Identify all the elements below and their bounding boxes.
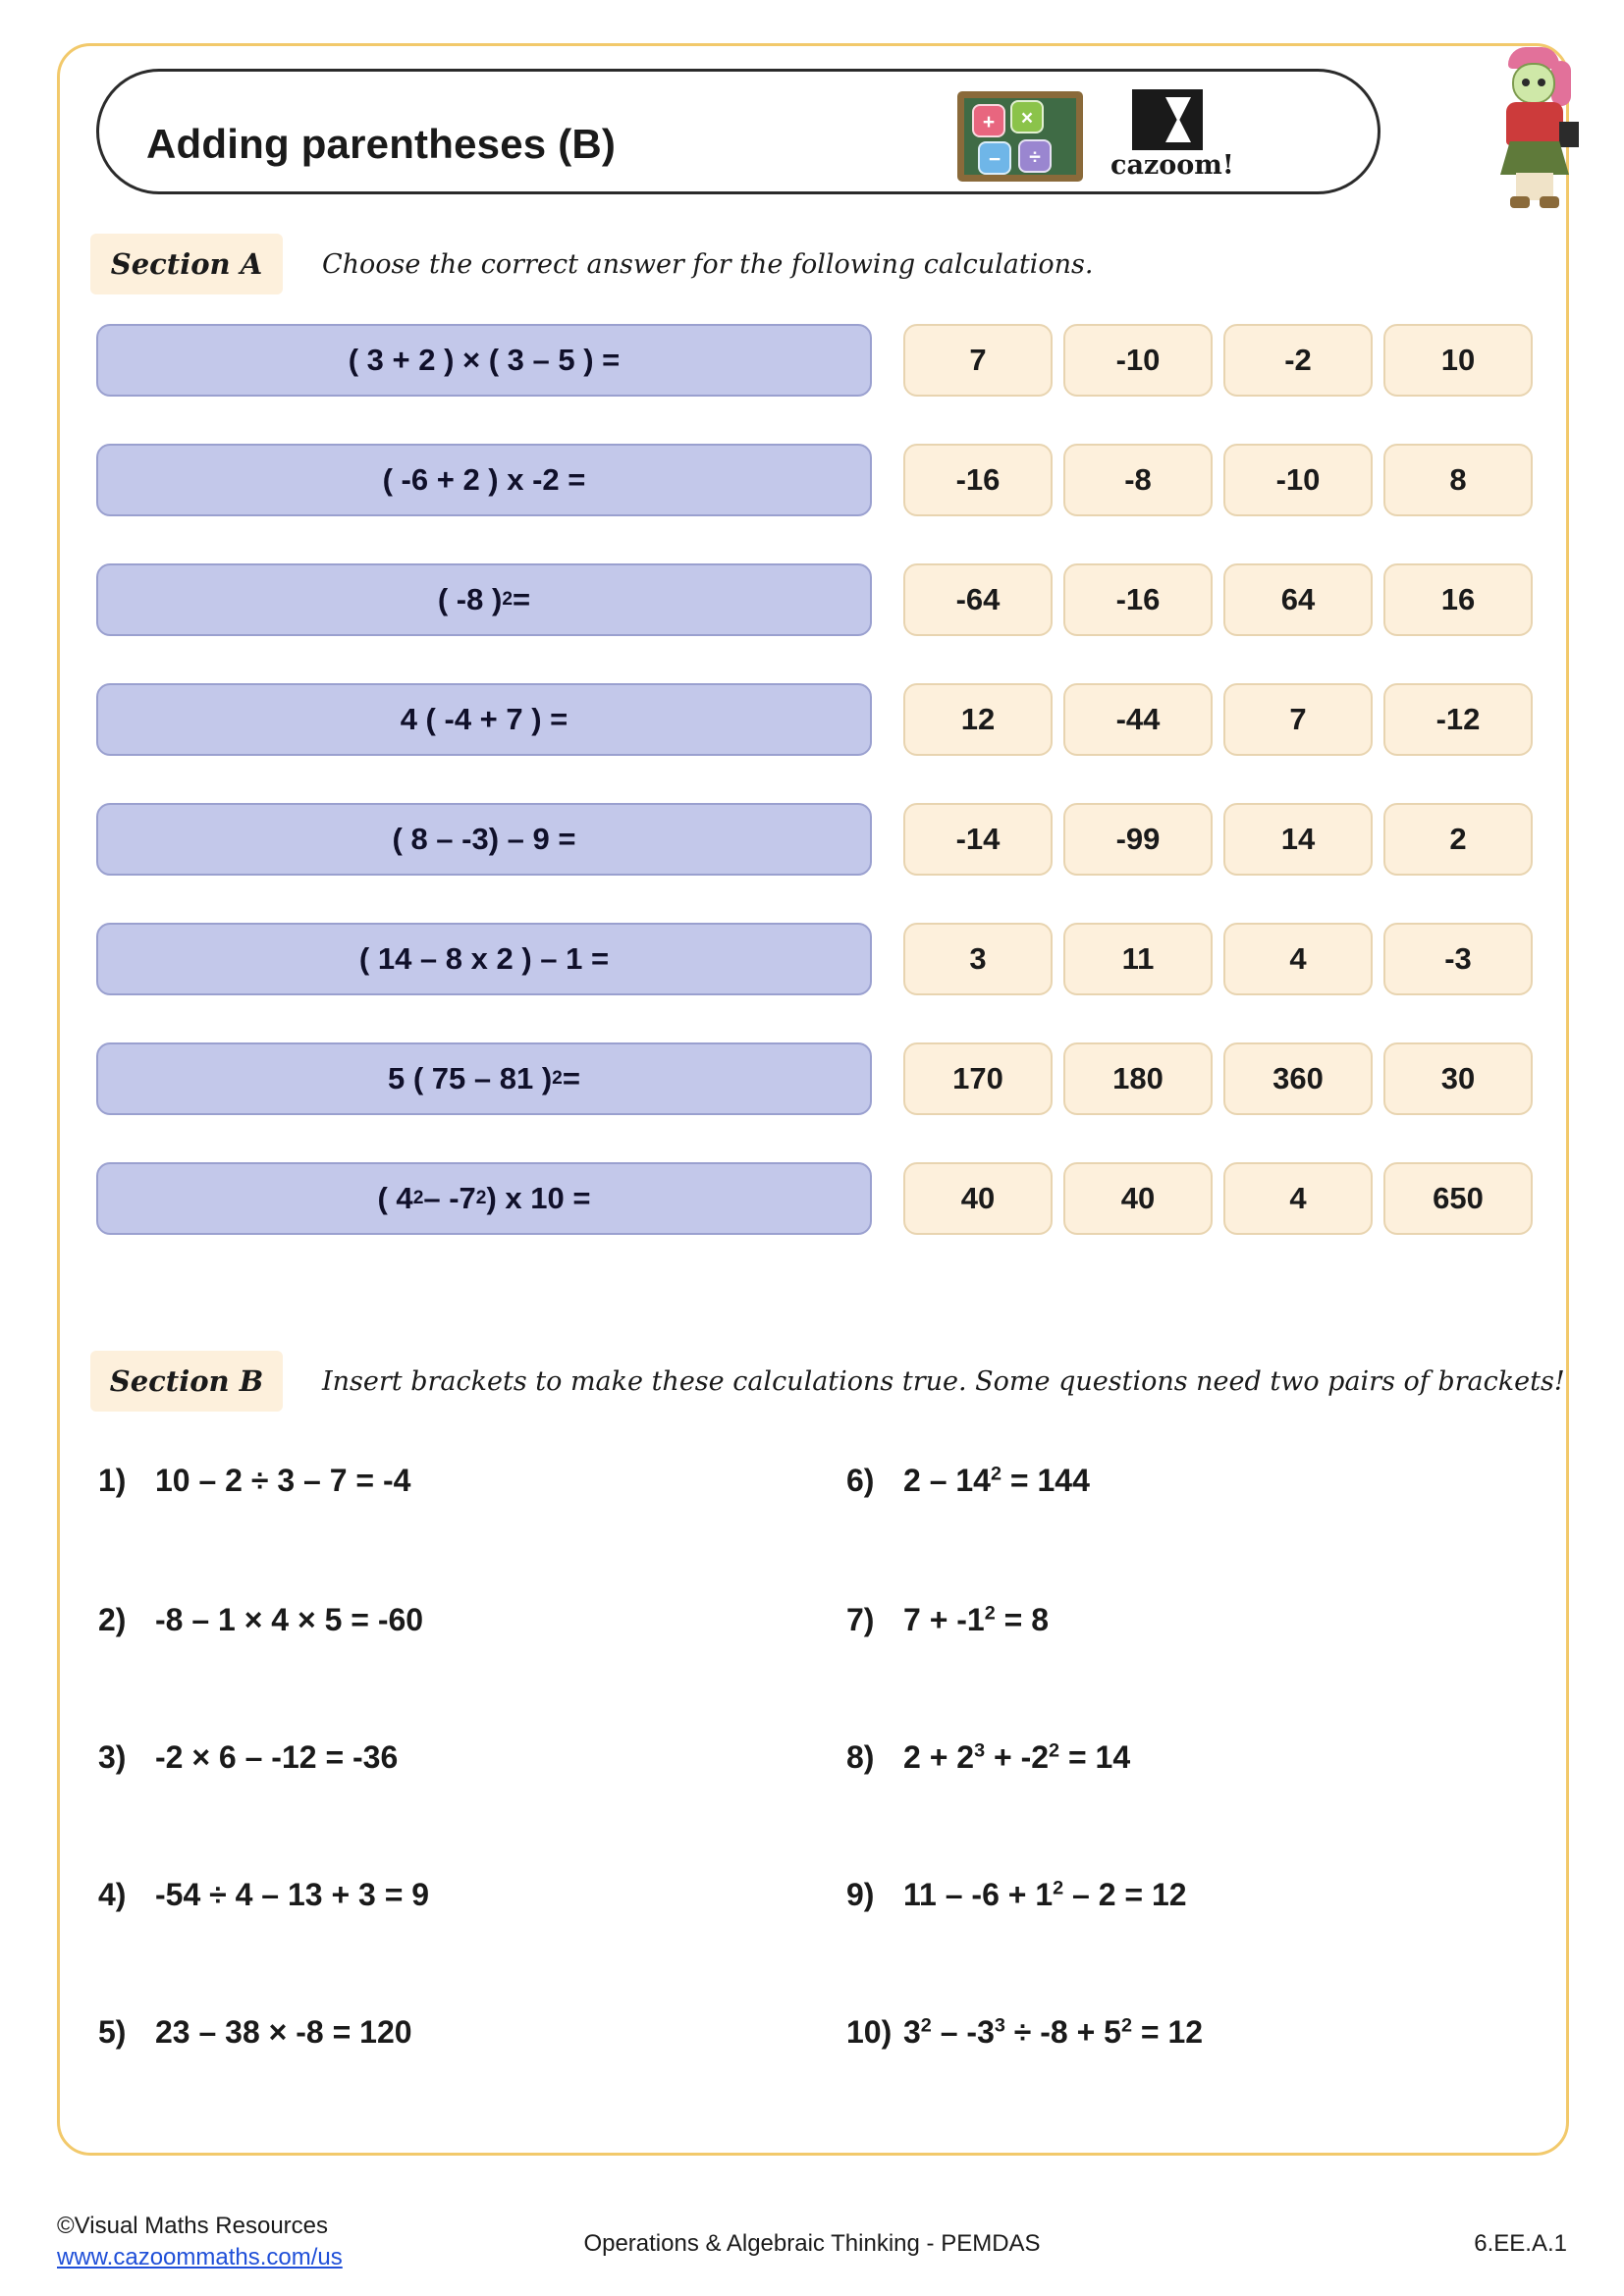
question-text: -54 ÷ 4 – 13 + 3 = 9 bbox=[155, 1877, 430, 1912]
logo-hourglass-icon bbox=[1132, 89, 1203, 150]
question-expression: ( -8 ) 2 = bbox=[96, 563, 872, 636]
plus-tile-icon: + bbox=[972, 104, 1005, 137]
page-title: Adding parentheses (B) bbox=[146, 121, 617, 167]
question-expression: ( 14 – 8 x 2 ) – 1 = bbox=[96, 923, 872, 995]
question-number: 2) bbox=[98, 1602, 127, 1637]
copyright-text: ©Visual Maths Resources bbox=[57, 2213, 329, 2239]
minus-tile-icon: − bbox=[978, 141, 1011, 175]
list-item bbox=[846, 1463, 1090, 1499]
question-number: 3) bbox=[98, 1739, 127, 1775]
answer-option[interactable]: -2 bbox=[1223, 324, 1373, 397]
multiply-tile-icon: × bbox=[1010, 100, 1044, 133]
title-bar bbox=[96, 69, 1380, 194]
website-link[interactable]: www.cazoommaths.com/us bbox=[57, 2244, 343, 2271]
answer-option[interactable]: 360 bbox=[1223, 1042, 1373, 1115]
question-number: 1) bbox=[98, 1463, 127, 1498]
question-row-8 bbox=[96, 1162, 1530, 1235]
answer-option[interactable]: -10 bbox=[1223, 444, 1373, 516]
answer-option[interactable]: 7 bbox=[1223, 683, 1373, 756]
answer-option[interactable]: 180 bbox=[1063, 1042, 1213, 1115]
question-row-2 bbox=[96, 444, 1530, 516]
question-text: -8 – 1 × 4 × 5 = -60 bbox=[155, 1602, 424, 1637]
section-a-label: Section A bbox=[90, 234, 283, 294]
answer-option[interactable]: 64 bbox=[1223, 563, 1373, 636]
answer-option[interactable]: 170 bbox=[903, 1042, 1053, 1115]
section-a-instruction: Choose the correct answer for the following calculations. bbox=[322, 249, 1094, 280]
answer-option[interactable]: 12 bbox=[903, 683, 1053, 756]
question-row-4 bbox=[96, 683, 1530, 756]
question-text: 23 – 38 × -8 = 120 bbox=[155, 2014, 412, 2050]
list-item bbox=[846, 1602, 1049, 1638]
answer-option[interactable]: -16 bbox=[1063, 563, 1213, 636]
answer-option[interactable]: -14 bbox=[903, 803, 1053, 876]
mascot-illustration bbox=[1487, 47, 1585, 214]
list-item bbox=[846, 1739, 1130, 1776]
question-text: 10 – 2 ÷ 3 – 7 = -4 bbox=[155, 1463, 411, 1498]
question-expression: ( -6 + 2 ) x -2 = bbox=[96, 444, 872, 516]
question-text: $2 + 2^3 + -2^2 = 14$ bbox=[903, 1739, 1131, 1775]
answer-option[interactable]: 40 bbox=[1063, 1162, 1213, 1235]
question-text: $3^2 - -3^3 \div -8 + 5^2 = 12$ bbox=[903, 2014, 1204, 2050]
answer-option[interactable]: 7 bbox=[903, 324, 1053, 397]
answer-option[interactable]: 11 bbox=[1063, 923, 1213, 995]
answer-option[interactable]: -44 bbox=[1063, 683, 1213, 756]
question-row-6 bbox=[96, 923, 1530, 995]
question-expression: ( 4 2 – -7 2 ) x 10 = bbox=[96, 1162, 872, 1235]
question-row-1 bbox=[96, 324, 1530, 397]
list-item bbox=[98, 2014, 412, 2051]
answer-option[interactable]: 2 bbox=[1383, 803, 1533, 876]
answer-option[interactable]: -10 bbox=[1063, 324, 1213, 397]
answer-option[interactable]: -99 bbox=[1063, 803, 1213, 876]
question-row-5 bbox=[96, 803, 1530, 876]
answer-option[interactable]: 40 bbox=[903, 1162, 1053, 1235]
section-b-instruction: Insert brackets to make these calculations true. Some questions need two pairs of brackets! bbox=[322, 1366, 1565, 1397]
answer-option[interactable]: -16 bbox=[903, 444, 1053, 516]
question-row-7 bbox=[96, 1042, 1530, 1115]
question-number: 5) bbox=[98, 2014, 127, 2050]
logo-wordmark: cazoom! bbox=[1110, 150, 1234, 181]
answer-option[interactable]: 8 bbox=[1383, 444, 1533, 516]
list-item bbox=[846, 2014, 1203, 2051]
answer-option[interactable]: 14 bbox=[1223, 803, 1373, 876]
cazoom-logo bbox=[1110, 89, 1234, 184]
list-item bbox=[98, 1739, 398, 1776]
answer-option[interactable]: -64 bbox=[903, 563, 1053, 636]
list-item bbox=[98, 1877, 429, 1913]
question-expression: ( 3 + 2 ) × ( 3 – 5 ) = bbox=[96, 324, 872, 397]
question-text: $11 - -6 + 1^2 - 2 = 12$ bbox=[903, 1877, 1187, 1912]
question-row-3 bbox=[96, 563, 1530, 636]
answer-option[interactable]: -12 bbox=[1383, 683, 1533, 756]
question-number: 7) bbox=[846, 1602, 875, 1637]
answer-option[interactable]: 650 bbox=[1383, 1162, 1533, 1235]
question-text: $7 + -1^2 = 8$ bbox=[903, 1602, 1050, 1637]
question-number: 10) bbox=[846, 2014, 893, 2050]
answer-option[interactable]: 16 bbox=[1383, 563, 1533, 636]
math-symbols-icon bbox=[957, 91, 1083, 182]
answer-option[interactable]: 3 bbox=[903, 923, 1053, 995]
question-number: 9) bbox=[846, 1877, 875, 1912]
question-number: 6) bbox=[846, 1463, 875, 1498]
list-item bbox=[846, 1877, 1187, 1913]
footer-topic: Operations & Algebraic Thinking - PEMDAS bbox=[583, 2230, 1041, 2257]
divide-tile-icon: ÷ bbox=[1018, 139, 1052, 173]
question-text: $2 - 14^2 = 144$ bbox=[903, 1463, 1090, 1498]
question-number: 4) bbox=[98, 1877, 127, 1912]
list-item bbox=[98, 1463, 410, 1499]
answer-option[interactable]: 10 bbox=[1383, 324, 1533, 397]
answer-option[interactable]: 4 bbox=[1223, 1162, 1373, 1235]
list-item bbox=[98, 1602, 423, 1638]
footer-standard-code: 6.EE.A.1 bbox=[1474, 2230, 1567, 2257]
answer-option[interactable]: -8 bbox=[1063, 444, 1213, 516]
section-b-label: Section B bbox=[90, 1351, 283, 1412]
question-expression: ( 8 – -3) – 9 = bbox=[96, 803, 872, 876]
question-text: -2 × 6 – -12 = -36 bbox=[155, 1739, 399, 1775]
question-expression: 4 ( -4 + 7 ) = bbox=[96, 683, 872, 756]
answer-option[interactable]: 30 bbox=[1383, 1042, 1533, 1115]
question-expression: 5 ( 75 – 81 ) 2 = bbox=[96, 1042, 872, 1115]
answer-option[interactable]: 4 bbox=[1223, 923, 1373, 995]
question-number: 8) bbox=[846, 1739, 875, 1775]
answer-option[interactable]: -3 bbox=[1383, 923, 1533, 995]
